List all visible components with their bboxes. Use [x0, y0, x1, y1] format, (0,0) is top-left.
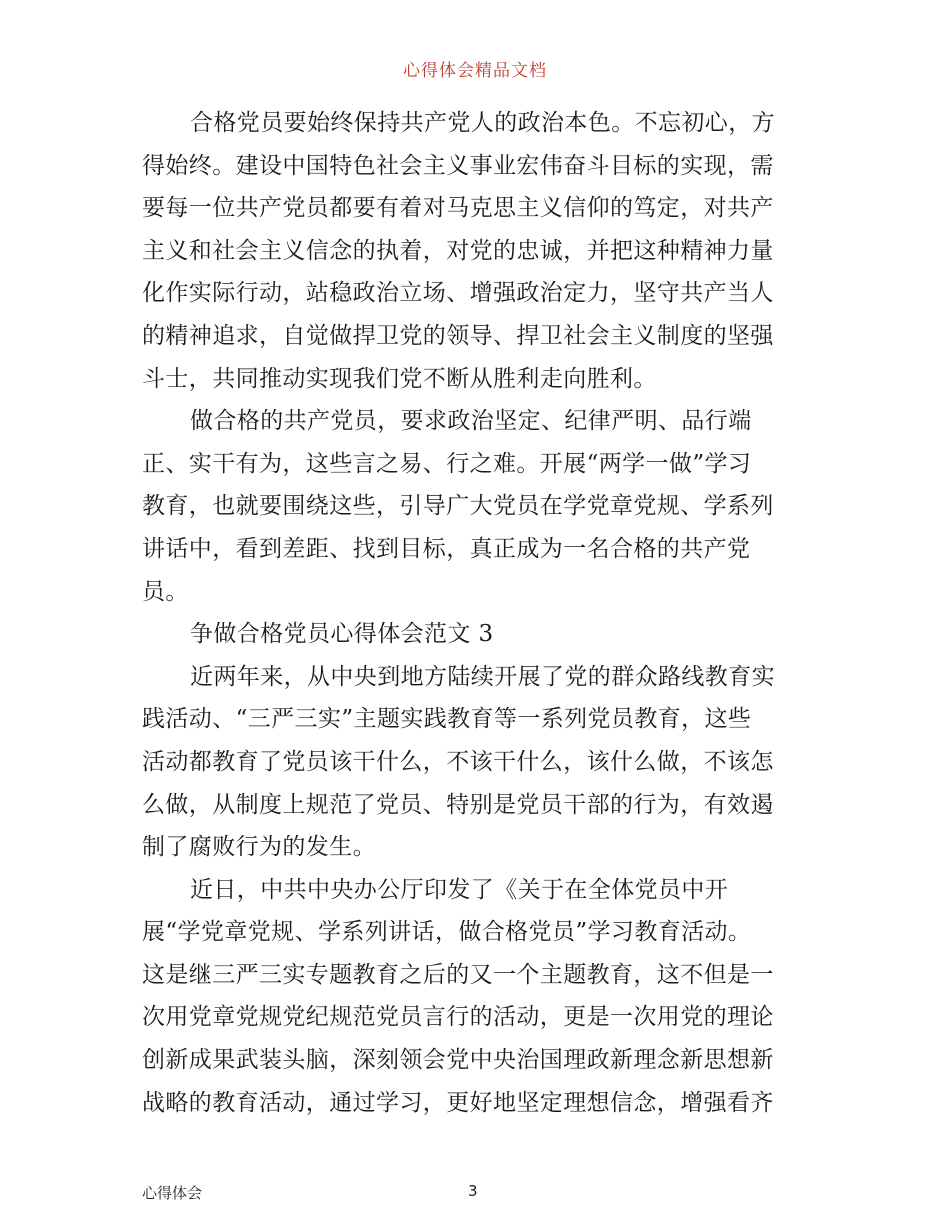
- text-line: 次用党章党规党纪规范党员言行的活动，更是一次用党的理论: [142, 1004, 774, 1031]
- text-line: 讲话中，看到差距、找到目标，真正成为一名合格的共产党: [142, 535, 751, 562]
- text-line: 的精神追求，自觉做捍卫党的领导、捍卫社会主义制度的坚强: [142, 322, 774, 349]
- text-line: 做合格的共产党员，要求政治坚定、纪律严明、品行端: [190, 408, 752, 435]
- text-line: 近两年来，从中央到地方陆续开展了党的群众路线教育实: [190, 663, 775, 690]
- text-line: 制了腐败行为的发生。: [142, 834, 376, 861]
- text-line: 主义和社会主义信念的执着，对党的忠诚，并把这种精神力量: [142, 237, 774, 264]
- text-line: 活动都教育了党员该干什么，不该干什么，该什么做，不该怎: [142, 748, 774, 775]
- text-line: 践活动、“三严三实”主题实践教育等一系列党员教育，这些: [142, 706, 752, 733]
- document-body: [142, 102, 812, 1124]
- page-footer: [0, 1182, 950, 1204]
- text-line: 斗士，共同推动实现我们党不断从胜利走向胜利。: [142, 365, 657, 392]
- text-line: 化作实际行动，站稳政治立场、增强政治定力，坚守共产当人: [142, 280, 774, 307]
- page-number: 3: [468, 1182, 478, 1200]
- section-heading: 争做合格党员心得体会范文 3: [190, 621, 494, 648]
- text-line: 近日，中共中央办公厅印发了《关于在全体党员中开: [190, 876, 729, 903]
- text-line: 要每一位共产党员都要有着对马克思主义信仰的笃定，对共产: [142, 195, 774, 222]
- footer-label: 心得体会: [142, 1184, 203, 1202]
- text-line: 创新成果武装头脑，深刻领会党中央治国理政新理念新思想新: [142, 1047, 774, 1074]
- text-line: 战略的教育活动，通过学习，更好地坚定理想信念，增强看齐: [142, 1089, 774, 1116]
- text-line: 得始终。建设中国特色社会主义事业宏伟奋斗目标的实现，需: [142, 152, 774, 179]
- text-line: 合格党员要始终保持共产党人的政治本色。不忘初心，方: [190, 110, 775, 136]
- page-header-title: 心得体会精品文档: [403, 61, 547, 81]
- text-line: 教育，也就要围绕这些，引导广大党员在学党章党规、学系列: [142, 493, 774, 520]
- text-line: 么做，从制度上规范了党员、特别是党员干部的行为，有效遏: [142, 791, 774, 818]
- text-line: 这是继三严三实专题教育之后的又一个主题教育，这不但是一: [142, 961, 774, 988]
- text-line: 员。: [142, 578, 189, 605]
- text-line: 展“学党章党规、学系列讲话，做合格党员”学习教育活动。: [142, 919, 752, 946]
- text-line: 正、实干有为，这些言之易、行之难。开展“两学一做”学习: [142, 450, 752, 477]
